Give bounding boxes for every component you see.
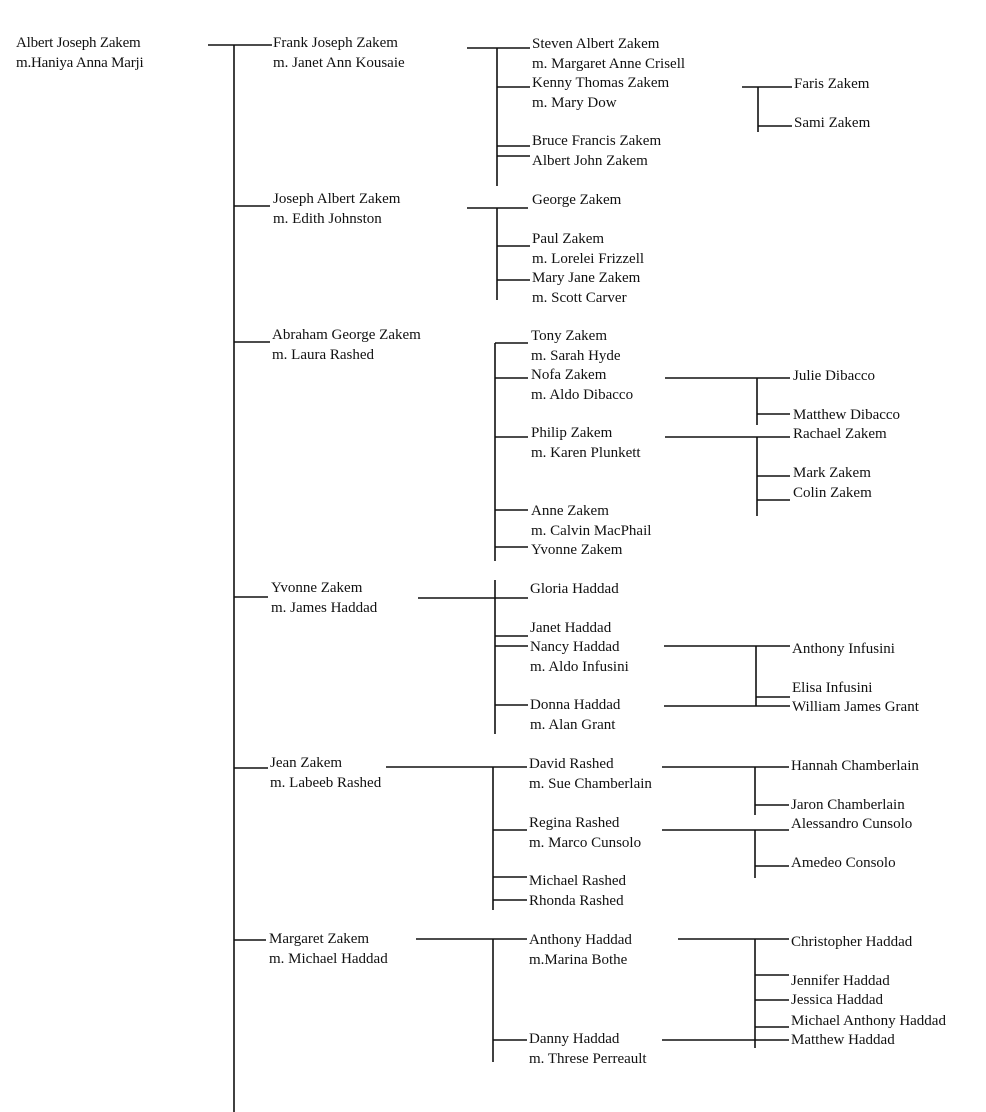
person-regina (529, 814, 641, 853)
person-abraham (272, 326, 421, 365)
person-elisa (792, 679, 872, 699)
person-name: Anthony Haddad (529, 932, 632, 948)
spouse-name: m. James Haddad (271, 599, 378, 616)
person-name: Alessandro Cunsolo (791, 816, 913, 832)
person-name: Frank Joseph Zakem (273, 35, 398, 51)
person-matthew-haddad (791, 1031, 895, 1051)
person-name: Danny Haddad (529, 1031, 620, 1047)
person-name: Abraham George Zakem (272, 327, 421, 343)
person-name: Michael Rashed (529, 873, 627, 889)
person-kenny (532, 74, 669, 113)
person-name: Anne Zakem (531, 503, 609, 519)
person-name: Mary Jane Zakem (532, 270, 641, 286)
person-david (529, 755, 652, 794)
person-william (792, 698, 919, 718)
person-jennifer (791, 972, 890, 992)
person-frank (273, 34, 405, 73)
person-name: Tony Zakem (531, 328, 608, 344)
person-name: Regina Rashed (529, 815, 620, 831)
person-name: Steven Albert Zakem (532, 36, 660, 52)
person-steven (532, 35, 685, 74)
spouse-name: m. Mary Dow (532, 94, 617, 111)
person-nancy (530, 638, 629, 677)
person-name: Donna Haddad (530, 697, 621, 713)
person-nofa (531, 366, 633, 405)
person-name: Faris Zakem (794, 76, 870, 92)
person-name: Sami Zakem (794, 115, 871, 131)
person-name: Nancy Haddad (530, 639, 620, 655)
person-julie (793, 367, 875, 387)
person-philip (531, 424, 641, 463)
person-name: Albert Joseph Zakem (16, 35, 141, 51)
person-name: Matthew Dibacco (793, 407, 901, 423)
person-yvonne (271, 579, 377, 618)
person-rhonda (529, 892, 624, 912)
spouse-name: m. Threse Perreault (529, 1050, 647, 1067)
spouse-name: m. Margaret Anne Crisell (532, 55, 686, 72)
person-name: Elisa Infusini (792, 680, 873, 696)
person-name: Nofa Zakem (531, 367, 607, 383)
spouse-name: m. Michael Haddad (269, 950, 388, 967)
spouse-name: m. Sarah Hyde (531, 347, 621, 364)
person-colin (793, 484, 872, 504)
spouse-name: m. Lorelei Frizzell (532, 250, 645, 267)
person-jean (270, 754, 381, 793)
person-name: David Rashed (529, 756, 614, 772)
person-tony (531, 327, 621, 366)
spouse-name: m. Calvin MacPhail (531, 522, 652, 539)
person-root (16, 34, 143, 73)
person-name: Janet Haddad (530, 620, 612, 636)
person-name: Rachael Zakem (793, 426, 887, 442)
person-name: Gloria Haddad (530, 581, 619, 597)
person-rachael (793, 425, 887, 445)
person-name: Michael Anthony Haddad (791, 1013, 946, 1029)
person-name: Bruce Francis Zakem (532, 133, 662, 149)
spouse-name: m.Marina Bothe (529, 951, 628, 968)
person-name: George Zakem (532, 192, 622, 208)
person-name: Margaret Zakem (269, 931, 370, 947)
person-yvonne-zakem-jr (531, 541, 622, 561)
person-name: Colin Zakem (793, 485, 872, 501)
person-name: Rhonda Rashed (529, 893, 624, 909)
person-christopher (791, 933, 912, 953)
person-michael-rashed (529, 872, 626, 892)
person-name: Christopher Haddad (791, 934, 913, 950)
person-alessandro (791, 815, 912, 835)
person-name: Yvonne Zakem (271, 580, 363, 596)
person-michael-anthony (791, 1012, 946, 1032)
person-jaron (791, 796, 905, 816)
person-mark (793, 464, 871, 484)
person-jessica (791, 991, 883, 1011)
person-anthony-infusini (792, 640, 895, 660)
person-name: Yvonne Zakem (531, 542, 623, 558)
spouse-name: m. Karen Plunkett (531, 444, 641, 461)
person-name: Mark Zakem (793, 465, 871, 481)
spouse-name: m. Aldo Dibacco (531, 386, 634, 403)
person-name: Julie Dibacco (793, 368, 876, 384)
person-name: Joseph Albert Zakem (273, 191, 401, 207)
person-amedeo (791, 854, 896, 874)
person-albert-john (532, 152, 648, 172)
person-name: Hannah Chamberlain (791, 758, 919, 774)
spouse-name: m. Alan Grant (530, 716, 616, 733)
spouse-name: m. Sue Chamberlain (529, 775, 652, 792)
spouse-name: m. Aldo Infusini (530, 658, 629, 675)
person-faris (794, 75, 869, 95)
person-mary-jane (532, 269, 640, 308)
person-paul (532, 230, 644, 269)
person-bruce (532, 132, 661, 152)
person-name: Matthew Haddad (791, 1032, 895, 1048)
spouse-name: m. Scott Carver (532, 289, 627, 306)
person-janet (530, 619, 611, 639)
person-matthew-dibacco (793, 406, 900, 426)
person-joseph (273, 190, 400, 229)
person-anthony-haddad (529, 931, 632, 970)
spouse-name: m.Haniya Anna Marji (16, 54, 144, 71)
spouse-name: m. Marco Cunsolo (529, 834, 642, 851)
spouse-name: m. Labeeb Rashed (270, 774, 382, 791)
person-name: Paul Zakem (532, 231, 605, 247)
person-name: Jean Zakem (270, 755, 343, 771)
person-name: Philip Zakem (531, 425, 613, 441)
person-sami (794, 114, 870, 134)
person-name: Jaron Chamberlain (791, 797, 905, 813)
person-name: William James Grant (792, 699, 919, 715)
person-name: Anthony Infusini (792, 641, 895, 657)
person-margaret (269, 930, 388, 969)
person-danny (529, 1030, 647, 1069)
person-donna (530, 696, 620, 735)
person-anne (531, 502, 651, 541)
spouse-name: m. Edith Johnston (273, 210, 382, 227)
person-name: Amedeo Consolo (791, 855, 896, 871)
person-hannah (791, 757, 919, 777)
person-name: Jennifer Haddad (791, 973, 890, 989)
person-george (532, 191, 621, 211)
spouse-name: m. Janet Ann Kousaie (273, 54, 405, 71)
spouse-name: m. Laura Rashed (272, 346, 375, 363)
person-name: Albert John Zakem (532, 153, 648, 169)
person-gloria (530, 580, 619, 600)
person-name: Kenny Thomas Zakem (532, 75, 670, 91)
person-name: Jessica Haddad (791, 992, 884, 1008)
